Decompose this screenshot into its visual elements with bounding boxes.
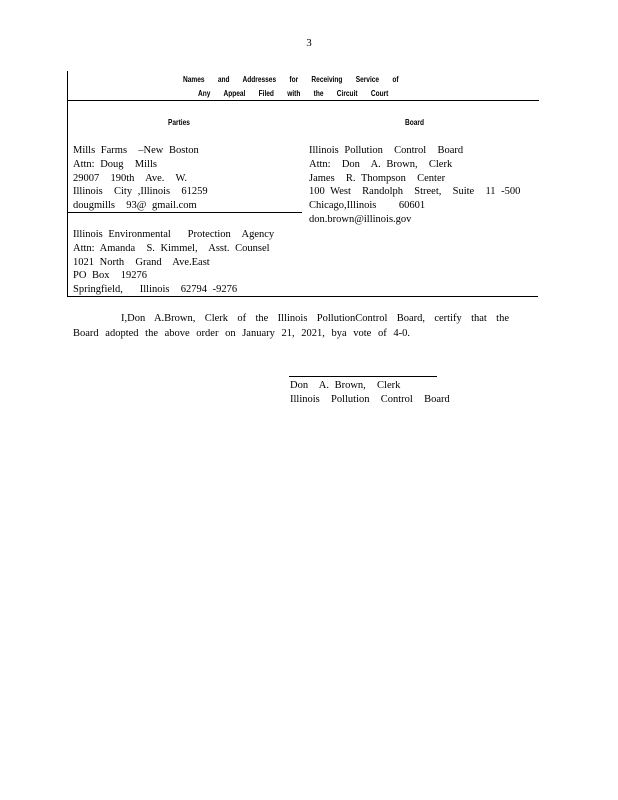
service-address-table	[67, 71, 538, 297]
mills-farms-city: Illinois City ,Illinois 61259	[73, 186, 208, 198]
mills-farms-attn: Attn: Doug Mills	[73, 158, 157, 170]
board-address	[309, 144, 520, 227]
certification-paragraph: I,Don A.Brown, Clerk of the Illinois PollutionControl Board, certify that the Board adopted the above order on January 21, 2021, bya vote of 4-0.	[73, 313, 509, 339]
mills-farms-name: Mills Farms –New Boston	[73, 145, 199, 156]
epa-name: Illinois Environmental Protection Agency	[73, 229, 275, 240]
board-column-heading: Board	[405, 118, 424, 127]
signature-name: Don A. Brown, Clerk	[290, 380, 401, 391]
signature-block	[290, 379, 450, 407]
epa-city: Springfield, Illinois 62794 -9276	[73, 284, 238, 296]
page-number: 3	[306, 37, 312, 49]
board-street: 100 West Randolph Street, Suite 11 -500	[309, 186, 521, 198]
mills-farms-street: 29007 190th Ave. W.	[73, 172, 188, 184]
mills-farms-address	[73, 144, 208, 213]
board-building: James R. Thompson Center	[309, 172, 446, 184]
party-divider	[68, 212, 302, 213]
epa-attn: Attn: Amanda S. Kimmel, Asst. Counsel	[73, 242, 270, 254]
board-city: Chicago,Illinois 60601	[309, 200, 426, 212]
board-name: Illinois Pollution Control Board	[309, 145, 464, 156]
epa-address	[73, 228, 274, 297]
table-header	[68, 71, 539, 101]
mills-farms-email: dougmills 93@ gmail.com	[73, 200, 197, 212]
board-attn: Attn: Don A. Brown, Clerk	[309, 158, 453, 170]
epa-street: 1021 North Grand Ave.East	[73, 256, 210, 268]
board-email: don.brown@illinois.gov	[309, 213, 412, 225]
signature-title: Illinois Pollution Control Board	[290, 394, 450, 405]
table-title-line-2: Any Appeal Filed with the Circuit Court	[198, 89, 389, 98]
parties-column-heading: Parties	[168, 118, 190, 127]
epa-po-box: PO Box 19276	[73, 270, 148, 282]
table-title-line-1: Names and Addresses for Receiving Service of	[183, 75, 399, 84]
signature-line	[289, 376, 437, 377]
